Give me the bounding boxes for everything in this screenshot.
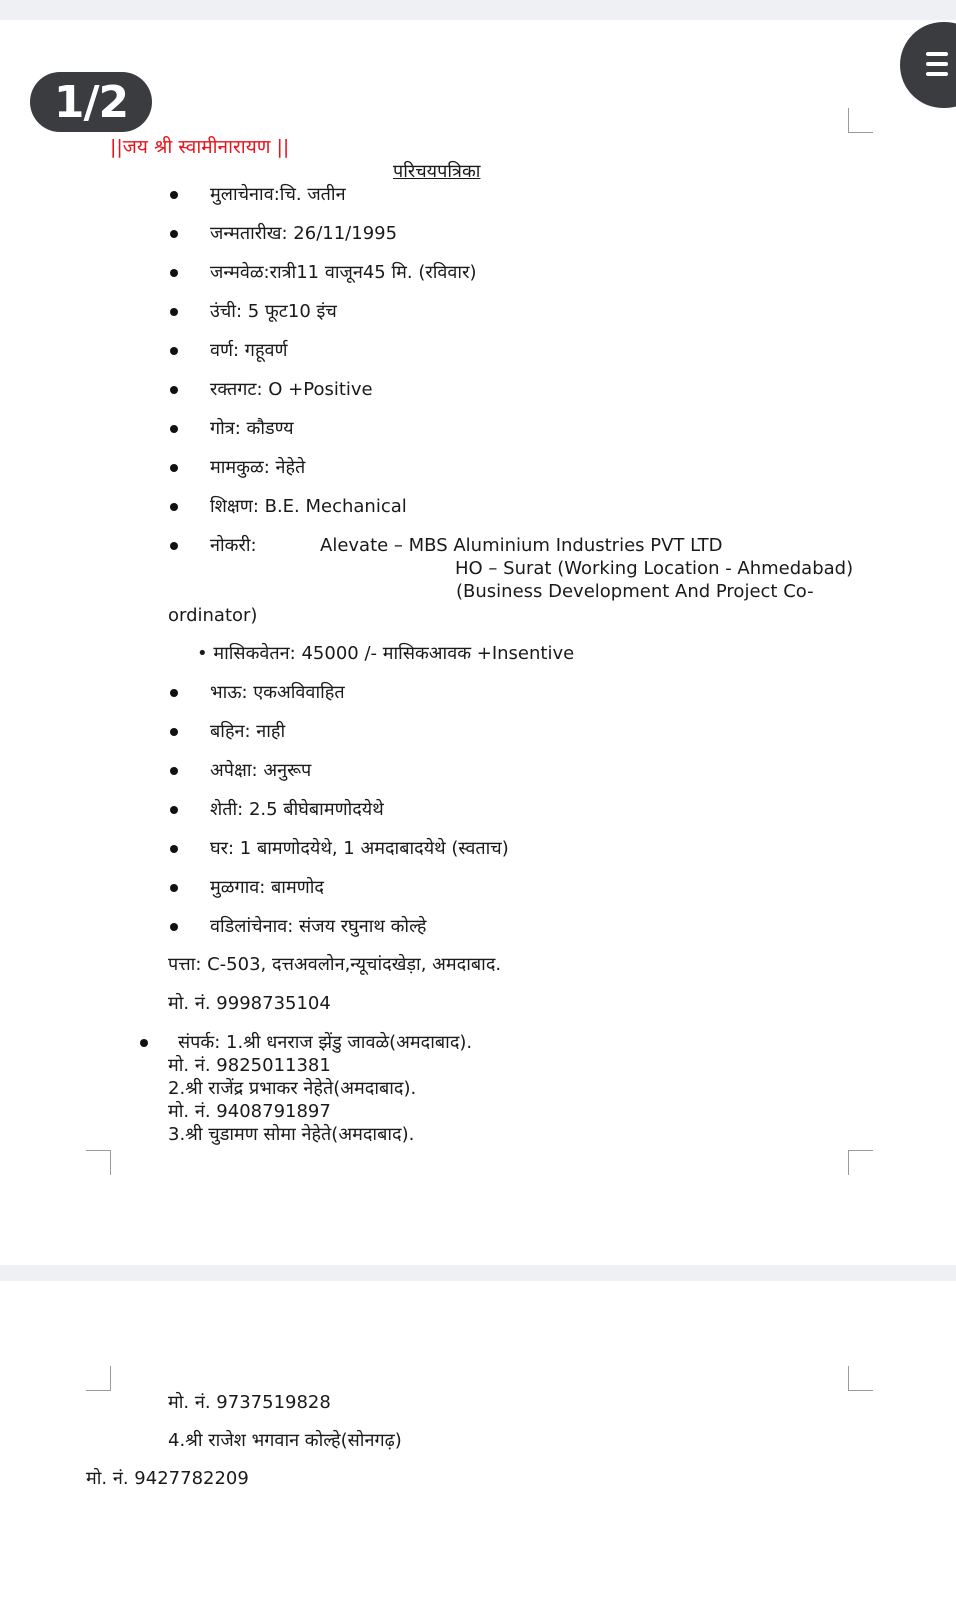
contact-line-1: संपर्क: 1.श्री धनराज झेंडु जावळे(अमदाबाद). bbox=[178, 1032, 473, 1053]
crop-mark-page2-top-right bbox=[848, 1366, 873, 1391]
bullet bbox=[170, 308, 178, 316]
page2-mobile-4: मो. नं. 9427782209 bbox=[86, 1468, 249, 1489]
item-native-place: मुळगाव: बामणोद bbox=[210, 877, 324, 898]
hamburger-line bbox=[926, 72, 948, 76]
crop-mark-page2-top-left bbox=[86, 1366, 111, 1391]
doc-title: परिचयपत्रिका bbox=[393, 161, 481, 182]
contact-line-4: मो. नं. 9408791897 bbox=[168, 1101, 331, 1122]
page2-mobile-3: मो. नं. 9737519828 bbox=[168, 1392, 331, 1413]
doc-heading: ||जय श्री स्वामीनारायण || bbox=[110, 136, 290, 158]
item-education: शिक्षण: B.E. Mechanical bbox=[210, 496, 407, 517]
bullet bbox=[170, 728, 178, 736]
contact-line-3: 2.श्री राजेंद्र प्रभाकर नेहेते(अमदाबाद). bbox=[168, 1078, 417, 1099]
item-farm: शेती: 2.5 बीघेबामणोदयेथे bbox=[210, 799, 384, 820]
item-gotra: गोत्र: कौडण्य bbox=[210, 418, 294, 439]
item-job-label: नोकरी: bbox=[210, 535, 257, 556]
bullet bbox=[170, 767, 178, 775]
item-expectation: अपेक्षा: अनुरूप bbox=[210, 760, 312, 781]
bullet bbox=[170, 230, 178, 238]
bullet bbox=[170, 806, 178, 814]
page2-contact-4: 4.श्री राजेश भगवान कोल्हे(सोनगढ़) bbox=[168, 1430, 402, 1451]
item-job-location: HO – Surat (Working Location - Ahmedabad) bbox=[455, 558, 854, 579]
crop-mark-bottom-right bbox=[848, 1150, 873, 1175]
item-sister: बहिन: नाही bbox=[210, 721, 286, 742]
bullet bbox=[170, 191, 178, 199]
item-name: मुलाचेनाव:चि. जतीन bbox=[210, 184, 346, 205]
item-height: उंची: 5 फूट10 इंच bbox=[210, 301, 337, 322]
address: पत्ता: C-503, दत्तअवलोन,न्यूचांदखेड़ा, अमदाबाद. bbox=[168, 954, 502, 975]
item-job-company: Alevate – MBS Aluminium Industries PVT LTD bbox=[320, 535, 723, 556]
item-job-role-line2: ordinator) bbox=[168, 605, 258, 626]
hamburger-menu-icon bbox=[926, 52, 948, 56]
bullet bbox=[170, 845, 178, 853]
page-separator bbox=[0, 1265, 956, 1281]
top-page-gap bbox=[0, 0, 956, 20]
page-indicator: 1/2 bbox=[30, 72, 152, 132]
item-birth-date: जन्मतारीख: 26/11/1995 bbox=[210, 223, 398, 244]
item-birth-time: जन्मवेळ:रात्री11 वाजून45 मि. (रविवार) bbox=[210, 262, 477, 283]
bullet bbox=[170, 347, 178, 355]
item-blood-group: रक्तगट: O +Positive bbox=[210, 379, 373, 400]
crop-mark-bottom-left bbox=[86, 1150, 111, 1175]
item-mamkul: मामकुळ: नेहेते bbox=[210, 457, 306, 478]
bullet bbox=[170, 425, 178, 433]
menu-button[interactable] bbox=[900, 22, 956, 108]
bullet bbox=[170, 503, 178, 511]
item-complexion: वर्ण: गहूवर्ण bbox=[210, 340, 288, 361]
bullet bbox=[170, 542, 178, 550]
crop-mark-top-right bbox=[848, 108, 873, 133]
bullet bbox=[170, 923, 178, 931]
item-brother: भाऊ: एकअविवाहित bbox=[210, 682, 345, 703]
bullet bbox=[170, 464, 178, 472]
contact-line-2: मो. नं. 9825011381 bbox=[168, 1055, 331, 1076]
item-father-name: वडिलांचेनाव: संजय रघुनाथ कोल्हे bbox=[210, 916, 427, 937]
bullet bbox=[170, 386, 178, 394]
hamburger-line bbox=[926, 62, 948, 66]
item-house: घर: 1 बामणोदयेथे, 1 अमदाबादयेथे (स्वताच) bbox=[210, 838, 509, 859]
bullet bbox=[170, 689, 178, 697]
item-salary: • मासिकवेतन: 45000 /- मासिकआवक +Insentive bbox=[197, 643, 575, 664]
mobile-number: मो. नं. 9998735104 bbox=[168, 993, 331, 1014]
bullet bbox=[140, 1039, 148, 1047]
contact-line-5: 3.श्री चुडामण सोमा नेहेते(अमदाबाद). bbox=[168, 1124, 415, 1145]
item-job-role-line1: (Business Development And Project Co- bbox=[456, 581, 814, 602]
bullet bbox=[170, 269, 178, 277]
bullet bbox=[170, 884, 178, 892]
